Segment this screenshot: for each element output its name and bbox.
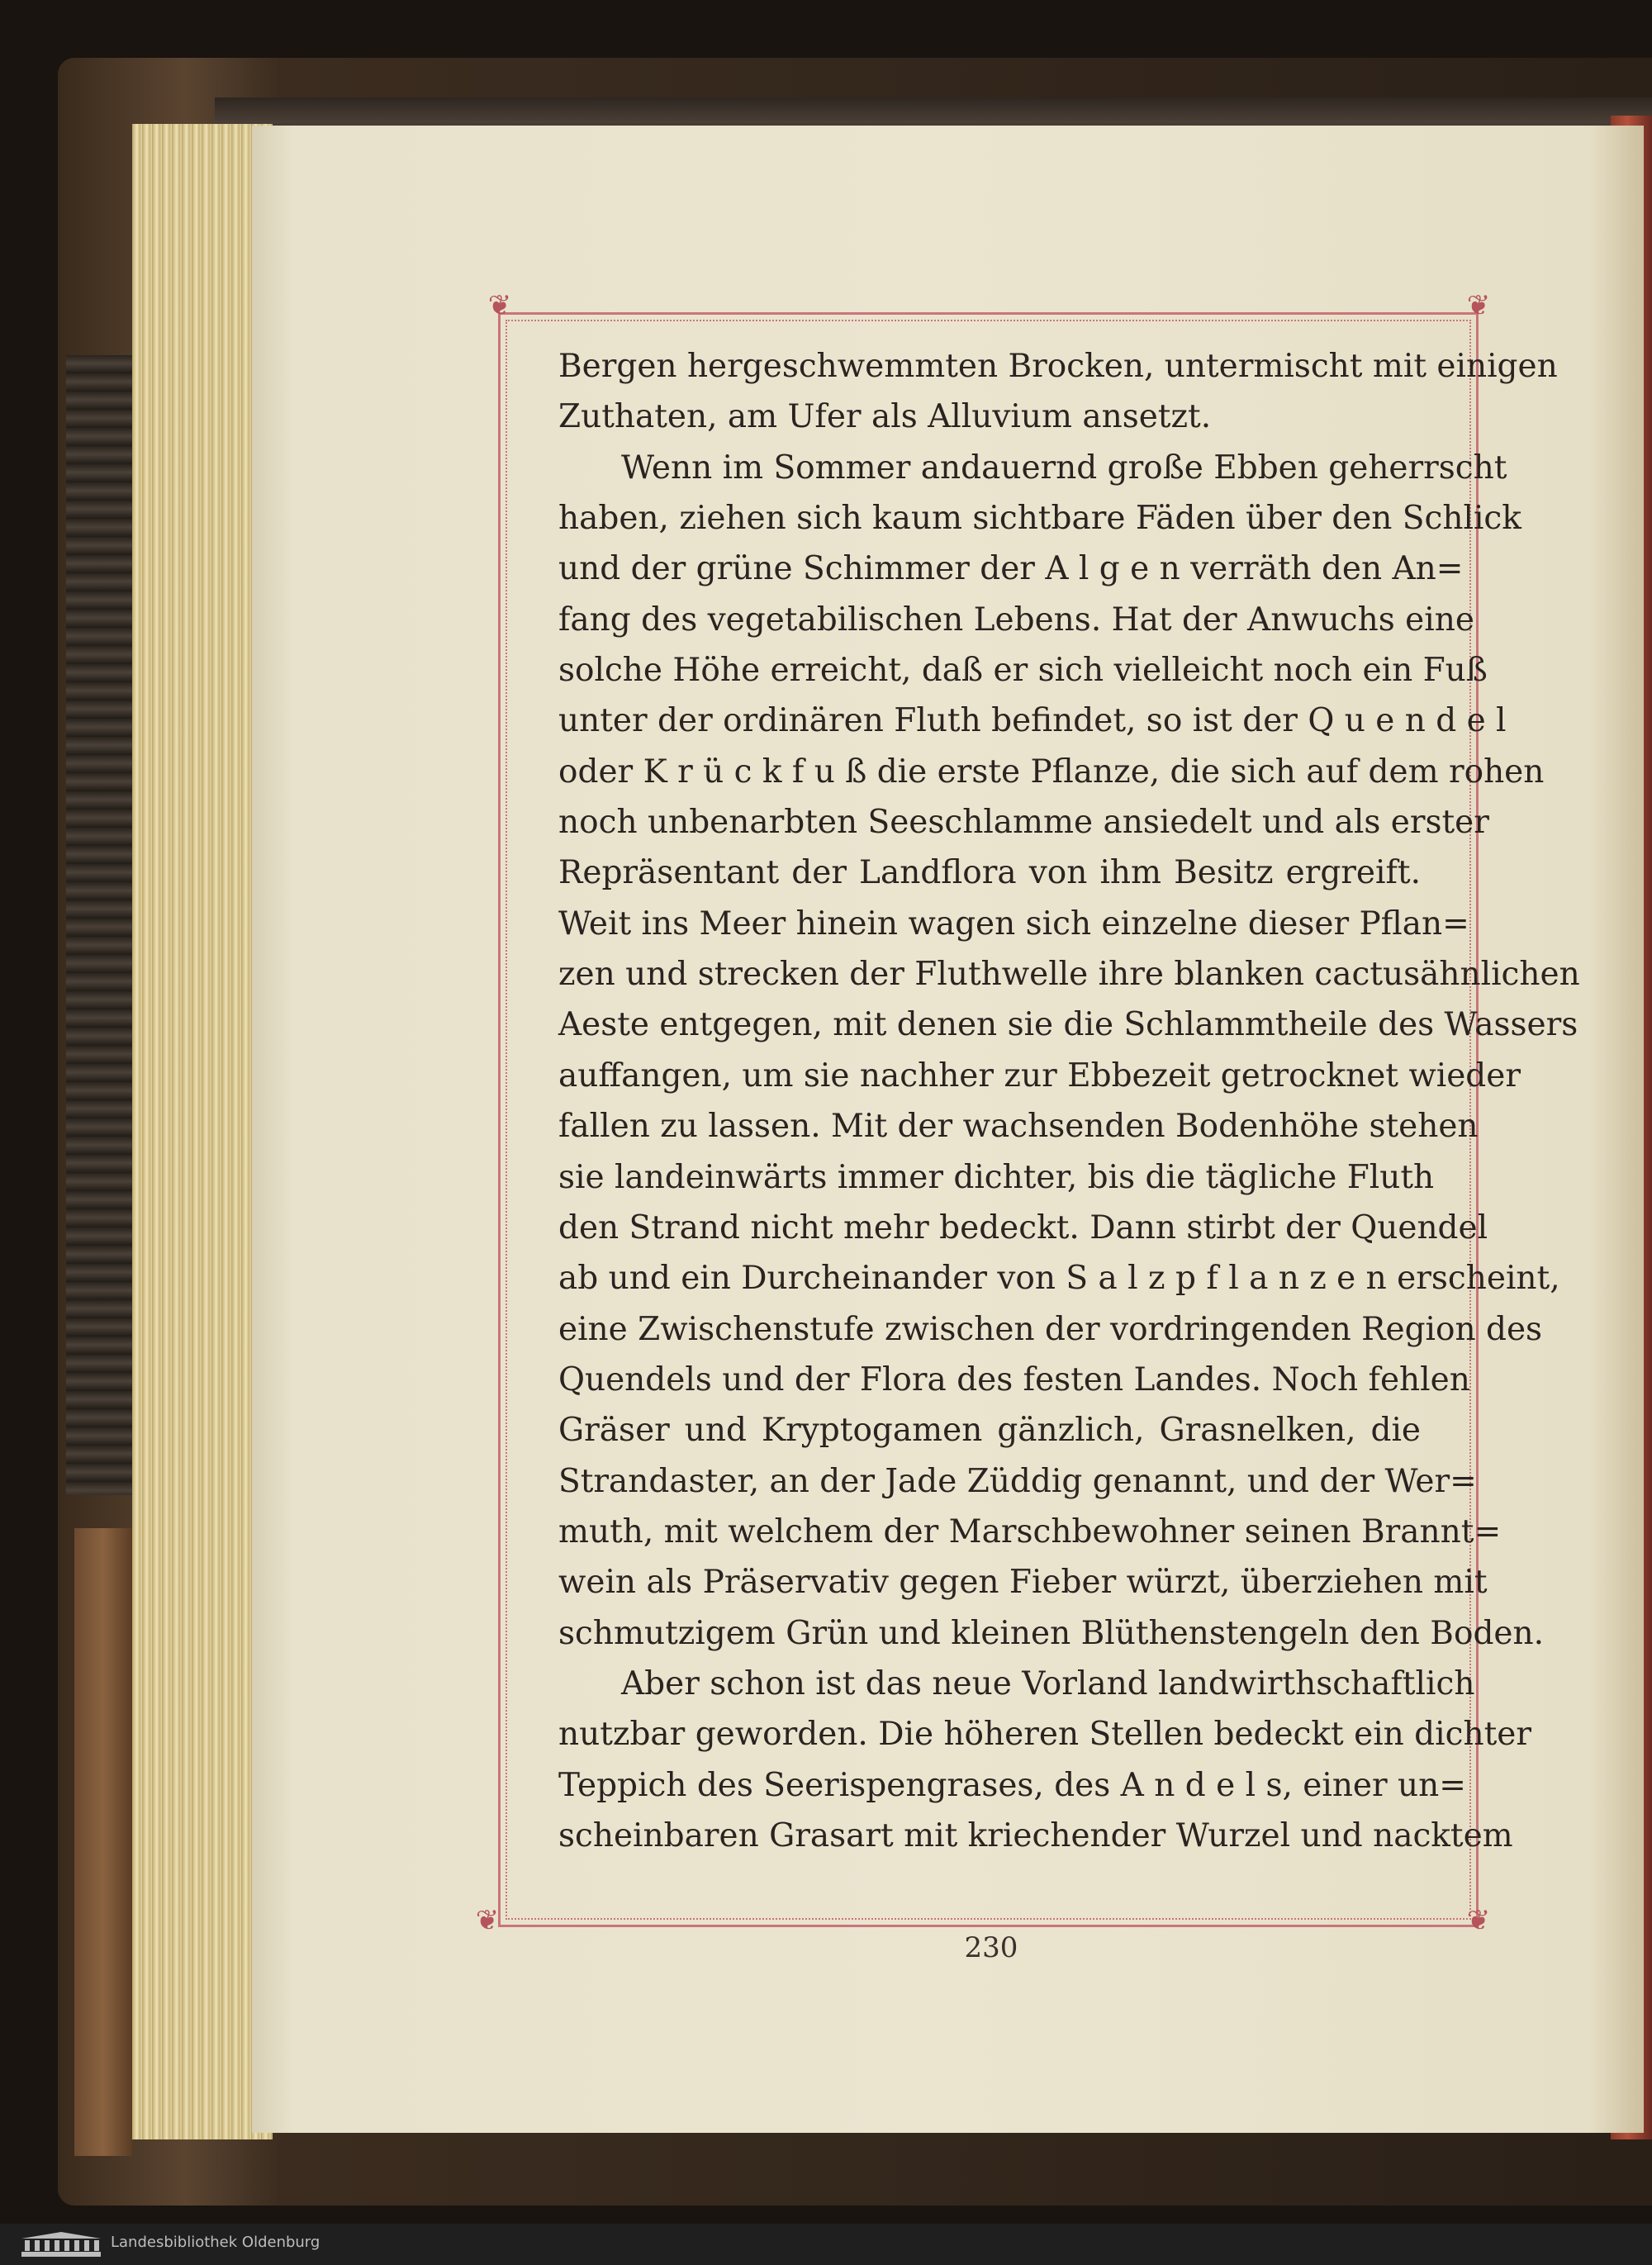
text-line: Teppich des Seerispengrases, des A n d e l s, einer un= (558, 1766, 1466, 1804)
frame-corner-ornament-icon: ❦ (1466, 289, 1491, 322)
viewer-footer (0, 2224, 1652, 2265)
text-line: Aeste entgegen, mit denen sie die Schlammtheile des Wassers (558, 1006, 1578, 1044)
text-line: ab und ein Durcheinander von S a l z p f l a n z e n erscheint, (558, 1260, 1560, 1298)
text-line: auffangen, um sie nachher zur Ebbezeit getrocknet wieder (558, 1057, 1521, 1095)
text-line: den Strand nicht mehr bedeckt. Dann stirbt der Quendel (558, 1208, 1488, 1246)
text-line: solche Höhe erreicht, daß er sich vielleicht noch ein Fuß (558, 652, 1488, 690)
library-building-icon (20, 2230, 102, 2258)
library-name: Landesbibliothek Oldenburg (111, 2234, 320, 2251)
text-line: Repräsentant der Landflora von ihm Besitz ergreift. (558, 854, 1421, 892)
page-number: 230 (964, 1931, 1018, 1964)
body-text (558, 341, 1580, 1861)
text-line: Zuthaten, am Ufer als Alluvium ansetzt. (558, 398, 1212, 436)
text-line: fallen zu lassen. Mit der wachsenden Bodenhöhe stehen (558, 1108, 1479, 1146)
text-line: zen und strecken der Fluthwelle ihre blanken cactusähnlichen (558, 956, 1580, 994)
text-line: wein als Präservativ gegen Fieber würzt, überziehen mit (558, 1564, 1488, 1602)
text-line: sie landeinwärts immer dichter, bis die tägliche Fluth (558, 1158, 1435, 1196)
text-line: Quendels und der Flora des festen Landes. Noch fehlen (558, 1360, 1470, 1398)
frame-corner-ornament-icon: ❦ (475, 1904, 500, 1937)
book-spine-leather (74, 1528, 132, 2156)
book-spine (66, 355, 132, 1495)
text-line: haben, ziehen sich kaum sichtbare Fäden über den Schlick (558, 500, 1521, 538)
text-line: Strandaster, an der Jade Züddig genannt, und der Wer= (558, 1462, 1477, 1500)
text-line: Aber schon ist das neue Vorland landwirthschaftlich (621, 1664, 1475, 1702)
text-line: schmutzigem Grün und kleinen Blüthenstengeln den Boden. (558, 1614, 1545, 1652)
text-line: muth, mit welchem der Marschbewohner seinen Brannt= (558, 1512, 1502, 1550)
text-line: Gräser und Kryptogamen gänzlich, Grasnelken, die (558, 1412, 1421, 1450)
text-line: Weit ins Meer hinein wagen sich einzelne dieser Pflan= (558, 905, 1469, 943)
text-line: Bergen hergeschwemmten Brocken, untermischt mit einigen (558, 348, 1558, 385)
text-line: noch unbenarbten Seeschlamme ansiedelt und als erster (558, 804, 1489, 842)
text-line: Wenn im Sommer andauernd große Ebben geherrscht (621, 449, 1507, 487)
frame-corner-ornament-icon: ❦ (1466, 1904, 1491, 1937)
frame-corner-ornament-icon: ❦ (487, 289, 512, 322)
text-line: eine Zwischenstufe zwischen der vordringenden Region des (558, 1310, 1543, 1348)
text-line: und der grüne Schimmer der A l g e n verräth den An= (558, 550, 1464, 588)
text-line: scheinbaren Grasart mit kriechender Wurzel und nacktem (558, 1816, 1513, 1854)
text-line: oder K r ü c k f u ß die erste Pflanze, die sich auf dem rohen (558, 753, 1545, 791)
text-line: fang des vegetabilischen Lebens. Hat der Anwuchs eine (558, 601, 1474, 639)
text-line: nutzbar geworden. Die höheren Stellen bedeckt ein dichter (558, 1716, 1531, 1754)
text-line: unter der ordinären Fluth befindet, so ist der Q u e n d e l (558, 702, 1507, 740)
